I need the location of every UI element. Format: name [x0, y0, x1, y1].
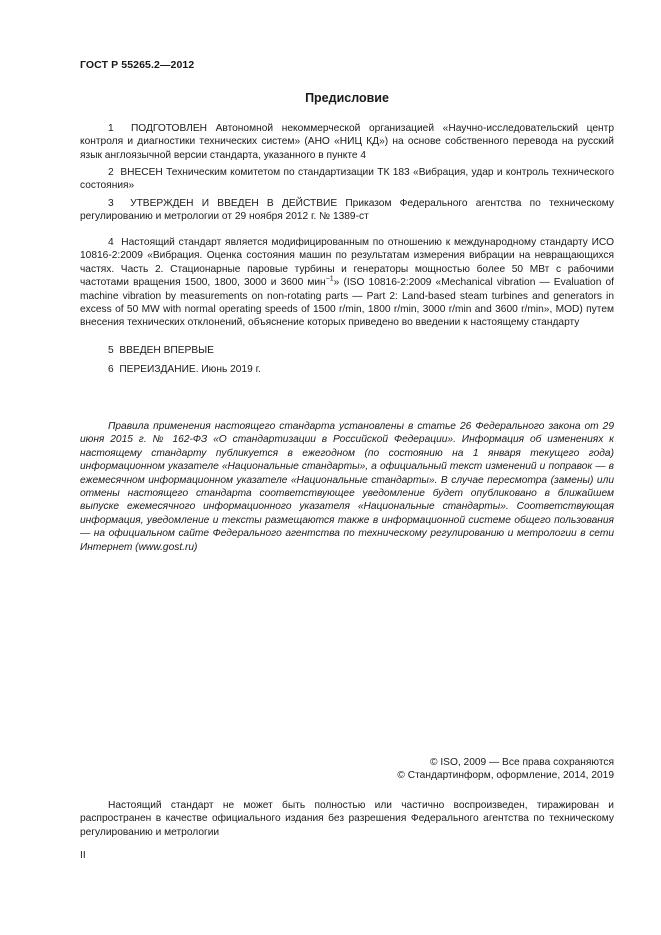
item-text: ПОДГОТОВЛЕН Автономной некоммерческой организацией «Научно-исследовательский центр контроля и диагностики технических систем» (АНО «НИЦ КД») на основе собственного перевода на русский язык англоязычной версии стандарта, указанного в пункте 4: [80, 123, 614, 161]
foreword-item-1: [80, 122, 614, 162]
item-text: ВНЕСЕН Техническим комитетом по стандартизации ТК 183 «Вибрация, удар и контроль технического состояния»: [80, 167, 614, 192]
copyright-standartinform: © Стандартинформ, оформление, 2014, 2019: [397, 770, 614, 782]
item-number: 2: [108, 167, 114, 178]
foreword-item-5: [80, 344, 614, 357]
copyright-block: [397, 756, 614, 783]
foreword-item-3: [80, 197, 614, 224]
foreword-item-6: [80, 363, 614, 376]
rules-notice-text: Правила применения настоящего стандарта установлены в статье 26 Федерального закона от 29 июня 2015 г. № 162-ФЗ «О стандартизации в Российской Федерации». Информация об изменениях к настоящему стандарту публикуется в ежегодном (по состоянию на 1 января текущего года) информационном указателе «Национальные стандарты», а официальный текст изменений и поправок — в ежемесячном информационном указателе «Национальные стандарты». В случае пересмотра (замены) или отмены настоящего стандарта соответствующее уведомление будет опубликовано в ближайшем выпуске ежемесячного информационного указателя «Национальные стандарты». Соответствующая информация, уведомление и тексты размещаются также в информационной системе общего пользования — на официальном сайте Федерального агентства по техническому регулированию и метрологии в сети Интернет (www.gost.ru): [80, 421, 614, 553]
section-title: Предисловие: [305, 91, 389, 105]
item-number: 5: [108, 345, 114, 356]
item-text: ПЕРЕИЗДАНИЕ. Июнь 2019 г.: [119, 364, 261, 375]
reproduction-notice-text: Настоящий стандарт не может быть полностью или частично воспроизведен, тиражирован и распространен в качестве официального издания без разрешения Федерального агентства по техническому регулированию и метрологии: [80, 800, 614, 838]
copyright-iso: © ISO, 2009 — Все права сохраняются: [430, 757, 614, 768]
item-number: 1: [108, 123, 114, 134]
item-text: ВВЕДЕН ВПЕРВЫЕ: [119, 345, 214, 356]
item-text-part-a: Настоящий стандарт является модифицированным по отношению к международному стандарту ИСО 10816-2:2009 «Вибрация. Оценка состояния машин по результатам измерения вибрации на невращающихся частях. Часть 2. Стационарные паровые турбины и генераторы мощностью более 50 МВт с рабочими частотами вращения 1500, 1800, 3000 и 3600 мин: [80, 237, 614, 289]
item-text: УТВЕРЖДЕН И ВВЕДЕН В ДЕЙСТВИЕ Приказом Федерального агентства по техническому регулированию и метрологии от 29 ноября 2012 г. № 1389-ст: [80, 198, 614, 223]
superscript-minus-one: −1: [325, 275, 334, 283]
standard-code: ГОСТ Р 55265.2—2012: [80, 59, 195, 71]
item-number: 4: [108, 237, 114, 248]
reproduction-notice: [80, 799, 614, 839]
item-number: 3: [108, 198, 114, 209]
page-number: II: [80, 850, 86, 861]
foreword-item-2: [80, 166, 614, 193]
foreword-item-4: [80, 236, 614, 330]
item-text-part-b: » (ISO 10816-2:2009 «Mechanical vibration — Evaluation of machine vibration by measurements on non-rotating parts — Part 2: Land-based steam turbines and generators in excess of 50 MW with normal operating speeds of 1500 r/min, 1800 r/min, 3000 r/min and 3600 r/min», MOD) путем внесения технических отклонений, объяснение которых приведено во введении к настоящему стандарту: [80, 277, 614, 329]
rules-notice: [80, 420, 614, 554]
item-number: 6: [108, 364, 114, 375]
